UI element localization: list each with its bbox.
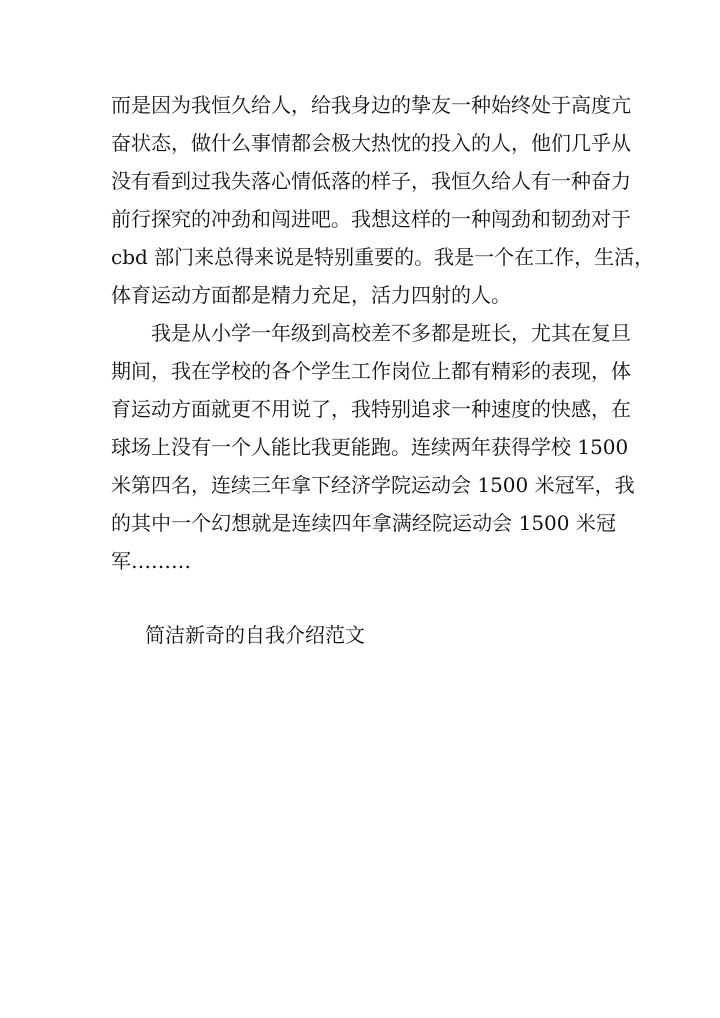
text-line: 而是因为我恒久给人，给我身边的挚友一种始终处于高度亢 xyxy=(111,93,631,117)
text-line: 期间，我在学校的各个学生工作岗位上都有精彩的表现，体 xyxy=(111,359,631,383)
text-line: 的其中一个幻想就是连续四年拿满经院运动会 1500 米冠 xyxy=(111,511,616,535)
text-line: 没有看到过我失落心情低落的样子，我恒久给人有一种奋力 xyxy=(111,169,631,193)
text-line: 球场上没有一个人能比我更能跑。连续两年获得学校 1500 xyxy=(111,435,629,459)
text-line: 体育运动方面都是精力充足，活力四射的人。 xyxy=(111,283,511,307)
text-line: cbd 部门来总得来说是特别重要的。我是一个在工作，生活， xyxy=(111,245,655,269)
text-line: 军……… xyxy=(111,549,191,573)
section-heading: 简洁新奇的自我介绍范文 xyxy=(145,623,365,647)
text-line: 奋状态，做什么事情都会极大热忱的投入的人，他们几乎从 xyxy=(111,131,631,155)
text-line: 育运动方面就更不用说了，我特别追求一种速度的快感，在 xyxy=(111,397,631,421)
text-line: 前行探究的冲劲和闯进吧。我想这样的一种闯劲和韧劲对于 xyxy=(111,207,631,231)
text-line: 米第四名，连续三年拿下经济学院运动会 1500 米冠军，我 xyxy=(111,473,635,497)
text-line: 我是从小学一年级到高校差不多都是班长，尤其在复旦 xyxy=(151,321,631,345)
